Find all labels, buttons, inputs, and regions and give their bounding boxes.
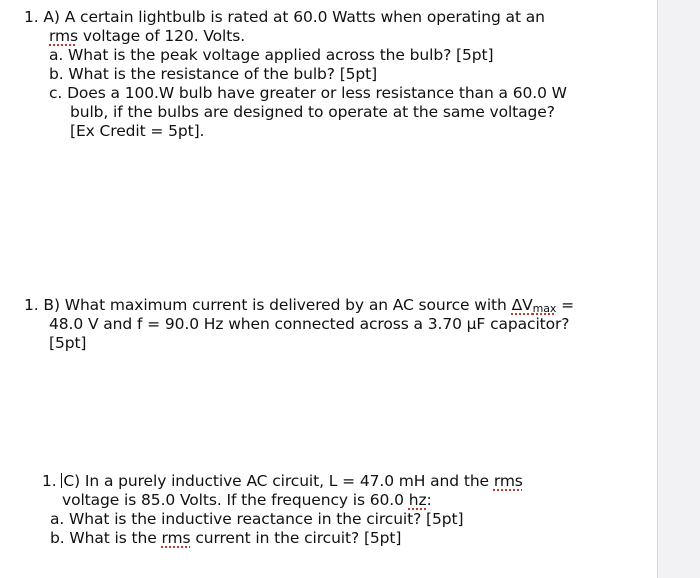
- problem-1a-part-c: c. Does a 100.W bulb have greater or less resistance than a 60.0 W: [49, 84, 567, 102]
- problem-1a-part-b: b. What is the resistance of the bulb? [5pt]: [49, 65, 378, 83]
- problem-1a-extra-credit: [Ex Credit = 5pt].: [70, 122, 205, 140]
- problem-1c-line-2: [42, 491, 523, 510]
- problem-1c-part-b-suffix: current in the circuit? [5pt]: [190, 529, 402, 547]
- problem-1a-part-a: a. What is the peak voltage applied across the bulb? [5pt]: [49, 46, 494, 64]
- problem-1a-part-c-cont: bulb, if the bulbs are designed to operate at the same voltage?: [70, 103, 555, 121]
- problem-1c-line-1: [42, 472, 523, 491]
- problem-1b-line-1: [24, 296, 574, 315]
- problem-1b-line-2: 48.0 V and f = 90.0 Hz when connected across a 3.70 μF capacitor?: [49, 315, 570, 333]
- problem-1b: [24, 296, 574, 353]
- problem-1c-part-b-prefix: b. What is the: [50, 529, 162, 547]
- problem-1b-line-1-prefix: 1. B) What maximum current is delivered by an AC source with: [24, 296, 512, 314]
- problem-1c-line-2-text: voltage is 85.0 Volts. If the frequency is 60.0: [62, 491, 409, 509]
- spellcheck-delta-v-max: [512, 296, 557, 314]
- problem-1b-line-1-suffix: =: [556, 296, 574, 314]
- problem-1a-line-2: [24, 27, 567, 46]
- problem-1c-number: 1.: [42, 472, 62, 490]
- problem-1a-line-2-text: voltage of 120. Volts.: [82, 27, 246, 45]
- problem-1c-line-1-text: C) In a purely inductive AC circuit, L = 47.0 mH and the: [63, 472, 494, 490]
- problem-1c: [42, 472, 523, 548]
- problem-1a-line-1: 1. A) A certain lightbulb is rated at 60.0 Watts when operating at an: [24, 8, 545, 26]
- problem-1c-part-b: [42, 529, 523, 548]
- problem-1b-line-3: [5pt]: [49, 334, 87, 352]
- spellcheck-word-rms: rms: [49, 27, 78, 45]
- spellcheck-word-rms: rms: [493, 472, 523, 490]
- spellcheck-word-rms: rms: [161, 529, 191, 547]
- max-subscript: max: [532, 302, 557, 315]
- delta-v-symbol: ΔV: [511, 296, 533, 314]
- problem-1c-line-2-suffix: :: [426, 491, 432, 509]
- spellcheck-word-hz: hz: [408, 491, 427, 509]
- problem-1a: [24, 8, 567, 141]
- problem-1c-part-a: a. What is the inductive reactance in the circuit? [5pt]: [50, 510, 464, 528]
- side-gutter: [657, 0, 700, 578]
